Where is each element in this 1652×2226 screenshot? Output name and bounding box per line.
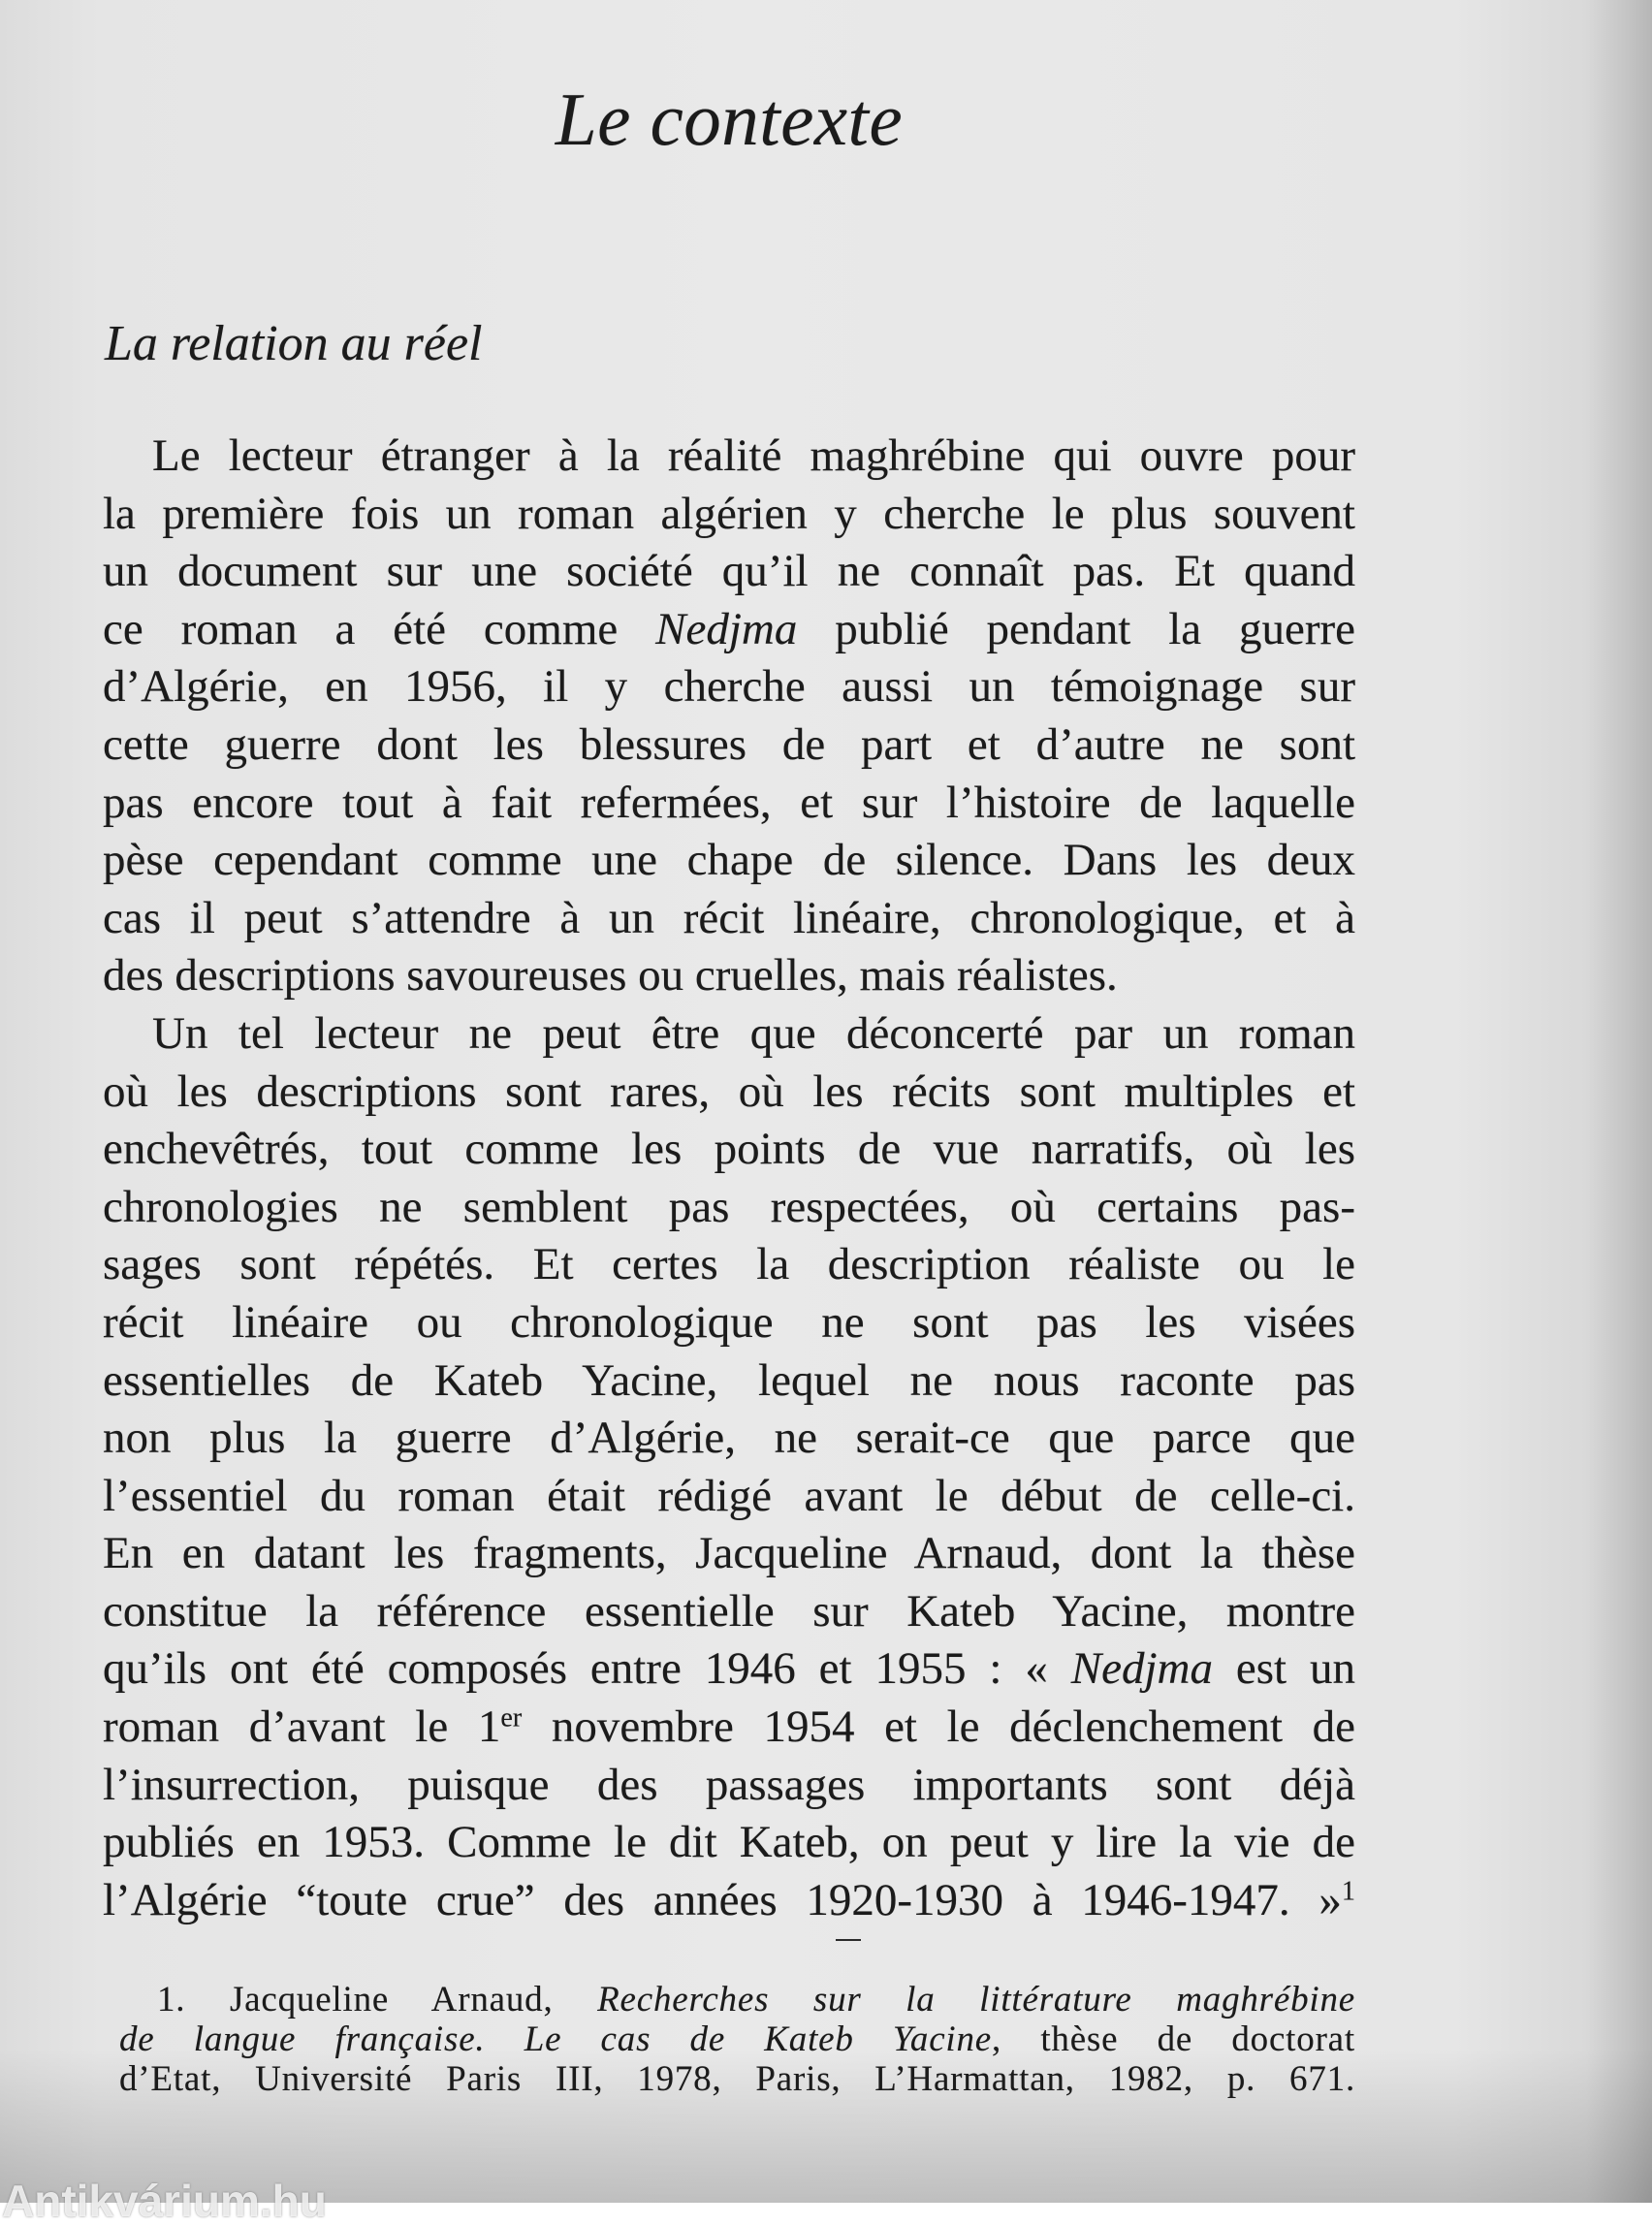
footnote-reference: 1 [1341,1876,1355,1907]
text-segment: novembre 1954 et le déclenchement de [551,1701,1356,1753]
cited-work-title: de langue française. Le cas de Kateb Yacine [119,2019,993,2059]
paragraph-line: d’Algérie, en 1956, il y cherche aussi un témoignage sur [103,661,1355,713]
text-segment: roman d’avant le 1 [103,1701,501,1753]
footnote-line: d’Etat, Université Paris III, 1978, Paris, L’Harmattan, 1982, p. 671. [119,2059,1355,2099]
paragraph-line: la première fois un roman algérien y cherche le plus souvent [103,488,1355,539]
paragraph-line: chronologies ne semblent pas respectées, où certains pas- [103,1181,1355,1232]
text-segment: l’Algérie “toute crue” des années 1920-1930 à 1946-1947. » [103,1874,1342,1925]
paragraph-line: un document sur une société qu’il ne connaît pas. Et quand [103,546,1355,597]
paragraph-line [103,601,1355,659]
paragraph-line: des descriptions savoureuses ou cruelles, mais réalistes. [103,950,1118,1002]
paragraph-line [103,1872,1355,1930]
paragraph-line: Le lecteur étranger à la réalité maghrébine qui ouvre pour [152,430,1355,481]
paragraph-line: cas il peut s’attendre à un récit linéaire, chronologique, et à [103,892,1355,943]
footnote-separator [836,1939,861,1941]
book-title-nedjma: Nedjma [1070,1643,1213,1695]
watermark: Antikvárium.hu [2,2176,327,2226]
paragraph-line: l’insurrection, puisque des passages importants sont déjà [103,1759,1355,1810]
paragraph-line: l’essentiel du roman était rédigé avant le début de celle-ci. [103,1470,1355,1521]
cited-work-title: Recherches sur la littérature maghrébine [597,1980,1355,2019]
paragraph-line [103,1699,1355,1757]
text-segment: publié pendant la guerre [835,603,1356,654]
paragraph-line: où les descriptions sont rares, où les récits sont multiples et [103,1065,1355,1117]
paragraph-line: constitue la référence essentielle sur Kateb Yacine, montre [103,1585,1355,1637]
text-segment: , thèse de doctorat [992,2019,1355,2059]
paragraph-line: récit linéaire ou chronologique ne sont pas les visées [103,1296,1355,1348]
paragraph-line: enchevêtrés, tout comme les points de vue narratifs, où les [103,1124,1355,1175]
paragraph-1 [103,428,1355,1005]
book-title-nedjma: Nedjma [655,603,798,654]
page-title: Le contexte [555,78,904,161]
text-segment: qu’ils ont été composés entre 1946 et 1955 : « [103,1643,1048,1695]
text-segment: 1. Jacqueline Arnaud, [157,1980,554,2019]
ordinal-suffix: er [500,1702,523,1733]
body-text [103,428,1355,1929]
paragraph-2 [103,1005,1355,1930]
paragraph-line: sages sont répétés. Et certes la description réaliste ou le [103,1239,1355,1290]
paragraph-line [103,1640,1355,1699]
paragraph-line: publiés en 1953. Comme le dit Kateb, on peut y lire la vie de [103,1817,1355,1868]
paragraph-line: Un tel lecteur ne peut être que déconcerté par un roman [152,1007,1355,1059]
footnote-line [119,2019,1355,2059]
paragraph-line: pèse cependant comme une chape de silence. Dans les deux [103,835,1355,886]
watermark-area [0,2176,407,2226]
paragraph-line: essentielles de Kateb Yacine, lequel ne nous raconte pas [103,1354,1355,1406]
section-heading: La relation au réel [105,316,483,371]
text-segment: est un [1235,1643,1356,1695]
paragraph-line: non plus la guerre d’Algérie, ne serait-ce que parce que [103,1413,1355,1464]
footnote [119,1980,1355,2099]
paragraph-line: cette guerre dont les blessures de part et d’autre ne sont [103,718,1355,770]
paragraph-line: pas encore tout à fait refermées, et sur l’histoire de laquelle [103,777,1355,828]
text-segment: ce roman a été comme [103,603,619,654]
paragraph-line: En en datant les fragments, Jacqueline Arnaud, dont la thèse [103,1528,1355,1579]
footnote-line [119,1980,1355,2019]
